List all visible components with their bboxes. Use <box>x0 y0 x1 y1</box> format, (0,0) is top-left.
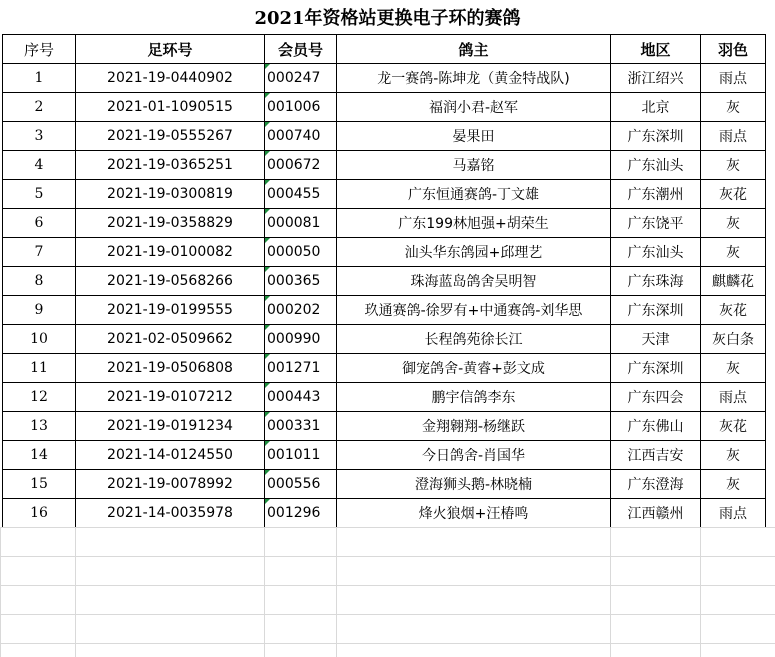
member-cell[interactable] <box>265 325 337 354</box>
header-member[interactable]: 会员号 <box>265 35 337 64</box>
table-row <box>3 122 766 151</box>
member-cell[interactable] <box>265 470 337 499</box>
color-value: 灰花 <box>719 303 747 319</box>
region-value: 广东珠海 <box>627 274 684 290</box>
seq-value: 15 <box>30 476 48 492</box>
color-cell[interactable] <box>701 151 766 180</box>
region-value: 江西赣州 <box>627 506 684 522</box>
table-row <box>3 151 766 180</box>
color-cell[interactable] <box>701 180 766 209</box>
region-value: 广东深圳 <box>627 129 684 145</box>
grid-line <box>0 527 1 657</box>
color-value: 灰 <box>726 477 740 493</box>
seq-value: 2 <box>34 99 44 115</box>
owner-value: 龙一赛鸽-陈坤龙（黄金特战队) <box>377 71 570 87</box>
pigeon-table <box>2 34 766 528</box>
header-color[interactable]: 羽色 <box>701 35 766 64</box>
member-cell[interactable] <box>265 238 337 267</box>
owner-cell[interactable] <box>337 151 611 180</box>
region-value: 广东饶平 <box>627 216 684 232</box>
owner-cell[interactable] <box>337 296 611 325</box>
ring-value: 2021-19-0191234 <box>107 418 233 434</box>
member-value: 000455 <box>267 186 321 202</box>
table-row <box>3 296 766 325</box>
owner-cell[interactable] <box>337 267 611 296</box>
grid-line <box>75 527 76 657</box>
table-row <box>3 325 766 354</box>
region-value: 广东潮州 <box>627 187 684 203</box>
member-value: 000081 <box>267 215 321 231</box>
member-value: 000202 <box>267 302 321 318</box>
color-cell[interactable] <box>701 354 766 383</box>
owner-value: 晏果田 <box>452 129 495 145</box>
owner-cell[interactable] <box>337 122 611 151</box>
owner-value: 金翔翱翔-杨继跃 <box>421 419 526 435</box>
table-row <box>3 238 766 267</box>
color-cell[interactable] <box>701 499 766 528</box>
seq-value: 7 <box>34 244 44 260</box>
ring-value: 2021-19-0555267 <box>107 128 233 144</box>
seq-value: 14 <box>30 447 48 463</box>
member-cell[interactable] <box>265 209 337 238</box>
region-cell[interactable] <box>611 267 701 296</box>
member-value: 000443 <box>267 389 321 405</box>
member-cell[interactable] <box>265 93 337 122</box>
ring-value: 2021-19-0078992 <box>107 476 233 492</box>
region-cell[interactable] <box>611 64 701 93</box>
seq-value: 6 <box>34 215 44 231</box>
member-cell[interactable] <box>265 180 337 209</box>
owner-cell[interactable] <box>337 499 611 528</box>
ring-value: 2021-19-0107212 <box>107 389 233 405</box>
color-value: 灰 <box>726 245 740 261</box>
number-as-text-indicator-icon <box>265 180 270 185</box>
seq-cell[interactable] <box>3 180 76 209</box>
owner-value: 广东199林旭强+胡荣生 <box>398 216 549 232</box>
owner-value: 福润小君-赵军 <box>428 100 519 116</box>
region-value: 广东汕头 <box>627 158 684 174</box>
seq-cell[interactable] <box>3 93 76 122</box>
region-cell[interactable] <box>611 325 701 354</box>
grid-line <box>0 614 775 615</box>
seq-cell[interactable] <box>3 325 76 354</box>
color-value: 雨点 <box>719 506 747 522</box>
member-cell[interactable] <box>265 383 337 412</box>
number-as-text-indicator-icon <box>265 151 270 156</box>
ring-value: 2021-14-0124550 <box>107 447 233 463</box>
member-value: 000556 <box>267 476 321 492</box>
seq-cell[interactable] <box>3 441 76 470</box>
header-region[interactable]: 地区 <box>611 35 701 64</box>
ring-value: 2021-01-1090515 <box>107 99 233 115</box>
member-value: 000050 <box>267 244 321 260</box>
seq-value: 13 <box>30 418 48 434</box>
region-value: 广东汕头 <box>627 245 684 261</box>
owner-value: 御宠鸽舍-黄睿+彭文成 <box>402 361 545 377</box>
color-value: 雨点 <box>719 71 747 87</box>
ring-cell[interactable] <box>76 151 265 180</box>
grid-line <box>610 527 611 657</box>
member-cell[interactable] <box>265 354 337 383</box>
number-as-text-indicator-icon <box>265 412 270 417</box>
owner-value: 烽火狼烟+汪椿鸣 <box>418 506 529 522</box>
seq-cell[interactable] <box>3 209 76 238</box>
member-cell[interactable] <box>265 296 337 325</box>
seq-cell[interactable] <box>3 122 76 151</box>
member-value: 000672 <box>267 157 321 173</box>
number-as-text-indicator-icon <box>265 267 270 272</box>
number-as-text-indicator-icon <box>265 325 270 330</box>
ring-cell[interactable] <box>76 441 265 470</box>
grid-line <box>0 556 775 557</box>
owner-value: 澄海狮头鹅-林晓楠 <box>414 477 533 493</box>
color-value: 灰 <box>726 100 740 116</box>
number-as-text-indicator-icon <box>265 499 270 504</box>
seq-value: 10 <box>30 331 48 347</box>
owner-cell[interactable] <box>337 93 611 122</box>
member-value: 000247 <box>267 70 321 86</box>
color-cell[interactable] <box>701 296 766 325</box>
seq-value: 5 <box>34 186 44 202</box>
member-cell[interactable] <box>265 267 337 296</box>
table-row <box>3 64 766 93</box>
seq-cell[interactable] <box>3 499 76 528</box>
member-value: 000331 <box>267 418 321 434</box>
region-cell[interactable] <box>611 93 701 122</box>
region-value: 浙江绍兴 <box>627 71 684 87</box>
owner-cell[interactable] <box>337 383 611 412</box>
number-as-text-indicator-icon <box>265 470 270 475</box>
color-value: 灰花 <box>719 187 747 203</box>
ring-cell[interactable] <box>76 412 265 441</box>
color-cell[interactable] <box>701 383 766 412</box>
region-value: 广东澄海 <box>627 477 684 493</box>
color-cell[interactable] <box>701 325 766 354</box>
member-value: 001271 <box>267 360 321 376</box>
ring-value: 2021-14-0035978 <box>107 505 233 521</box>
table-row <box>3 209 766 238</box>
table-row <box>3 470 766 499</box>
owner-cell[interactable] <box>337 209 611 238</box>
seq-cell[interactable] <box>3 296 76 325</box>
number-as-text-indicator-icon <box>265 296 270 301</box>
color-value: 雨点 <box>719 390 747 406</box>
color-cell[interactable] <box>701 122 766 151</box>
owner-cell[interactable] <box>337 64 611 93</box>
color-cell[interactable] <box>701 441 766 470</box>
seq-cell[interactable] <box>3 412 76 441</box>
member-value: 000990 <box>267 331 321 347</box>
ring-cell[interactable] <box>76 383 265 412</box>
region-cell[interactable] <box>611 412 701 441</box>
grid-line <box>264 527 265 657</box>
color-value: 灰 <box>726 448 740 464</box>
seq-cell[interactable] <box>3 64 76 93</box>
color-value: 灰白条 <box>712 332 754 348</box>
ring-cell[interactable] <box>76 296 265 325</box>
grid-line <box>0 643 775 644</box>
number-as-text-indicator-icon <box>265 93 270 98</box>
ring-value: 2021-19-0440902 <box>107 70 233 86</box>
member-cell[interactable] <box>265 412 337 441</box>
member-value: 001006 <box>267 99 321 115</box>
number-as-text-indicator-icon <box>265 441 270 446</box>
owner-value: 长程鸽苑徐长江 <box>424 332 523 348</box>
sheet-title[interactable]: 2021年资格站更换电子环的赛鸽 <box>254 8 521 29</box>
ring-cell[interactable] <box>76 209 265 238</box>
region-value: 江西吉安 <box>627 448 684 464</box>
member-value: 001011 <box>267 447 321 463</box>
number-as-text-indicator-icon <box>265 383 270 388</box>
ring-cell[interactable] <box>76 180 265 209</box>
region-cell[interactable] <box>611 180 701 209</box>
seq-value: 16 <box>30 505 48 521</box>
owner-value: 汕头华东鸽园+邱理艺 <box>404 245 543 261</box>
region-cell[interactable] <box>611 122 701 151</box>
table-row <box>3 383 766 412</box>
region-cell[interactable] <box>611 470 701 499</box>
color-value: 灰 <box>726 216 740 232</box>
region-value: 广东佛山 <box>627 419 684 435</box>
header-ring[interactable]: 足环号 <box>76 35 265 64</box>
member-cell[interactable] <box>265 441 337 470</box>
ring-cell[interactable] <box>76 238 265 267</box>
member-cell[interactable] <box>265 151 337 180</box>
region-cell[interactable] <box>611 238 701 267</box>
header-seq[interactable]: 序号 <box>3 35 76 64</box>
region-value: 广东四会 <box>627 390 684 406</box>
owner-cell[interactable] <box>337 441 611 470</box>
owner-cell[interactable] <box>337 238 611 267</box>
number-as-text-indicator-icon <box>265 238 270 243</box>
owner-cell[interactable] <box>337 470 611 499</box>
region-value: 天津 <box>641 332 670 348</box>
table-row <box>3 354 766 383</box>
seq-cell[interactable] <box>3 354 76 383</box>
seq-value: 12 <box>30 389 48 405</box>
header-owner[interactable]: 鸽主 <box>337 35 611 64</box>
owner-value: 今日鸽舍-肖国华 <box>421 448 526 464</box>
region-cell[interactable] <box>611 441 701 470</box>
region-value: 广东深圳 <box>627 361 684 377</box>
member-value: 000740 <box>267 128 321 144</box>
color-value: 灰 <box>726 158 740 174</box>
ring-value: 2021-19-0300819 <box>107 186 233 202</box>
member-cell[interactable] <box>265 122 337 151</box>
seq-value: 4 <box>34 157 44 173</box>
number-as-text-indicator-icon <box>265 209 270 214</box>
seq-cell[interactable] <box>3 151 76 180</box>
seq-value: 8 <box>34 273 44 289</box>
ring-cell[interactable] <box>76 122 265 151</box>
region-cell[interactable] <box>611 383 701 412</box>
owner-value: 马嘉铭 <box>452 158 495 174</box>
member-cell[interactable] <box>265 64 337 93</box>
member-value: 000365 <box>267 273 321 289</box>
number-as-text-indicator-icon <box>265 354 270 359</box>
table-row <box>3 180 766 209</box>
color-value: 雨点 <box>719 129 747 145</box>
table-row <box>3 499 766 528</box>
color-cell[interactable] <box>701 238 766 267</box>
owner-cell[interactable] <box>337 354 611 383</box>
ring-value: 2021-19-0100082 <box>107 244 233 260</box>
owner-value: 珠海蓝岛鸽舍吴明智 <box>410 274 537 290</box>
seq-cell[interactable] <box>3 267 76 296</box>
color-cell[interactable] <box>701 470 766 499</box>
number-as-text-indicator-icon <box>265 122 270 127</box>
header-row <box>3 35 766 64</box>
table-row <box>3 93 766 122</box>
seq-value: 3 <box>34 128 44 144</box>
seq-value: 1 <box>34 70 44 86</box>
ring-cell[interactable] <box>76 470 265 499</box>
member-value: 001296 <box>267 505 321 521</box>
empty-grid-area[interactable] <box>0 527 775 657</box>
color-cell[interactable] <box>701 209 766 238</box>
ring-cell[interactable] <box>76 93 265 122</box>
table-row <box>3 412 766 441</box>
region-cell[interactable] <box>611 151 701 180</box>
owner-cell[interactable] <box>337 412 611 441</box>
color-cell[interactable] <box>701 412 766 441</box>
region-value: 北京 <box>641 100 670 116</box>
seq-cell[interactable] <box>3 238 76 267</box>
seq-cell[interactable] <box>3 470 76 499</box>
seq-cell[interactable] <box>3 383 76 412</box>
grid-line <box>700 527 701 657</box>
owner-value: 玖通赛鸽-徐罗有+中通赛鸽-刘华思 <box>364 303 583 319</box>
number-as-text-indicator-icon <box>265 64 270 69</box>
ring-value: 2021-19-0365251 <box>107 157 233 173</box>
table-row <box>3 441 766 470</box>
region-cell[interactable] <box>611 499 701 528</box>
grid-line <box>0 527 775 528</box>
ring-cell[interactable] <box>76 267 265 296</box>
ring-value: 2021-19-0506808 <box>107 360 233 376</box>
owner-value: 广东恒通赛鸽-丁文雄 <box>407 187 540 203</box>
ring-cell[interactable] <box>76 499 265 528</box>
color-cell[interactable] <box>701 64 766 93</box>
owner-cell[interactable] <box>337 325 611 354</box>
ring-value: 2021-19-0358829 <box>107 215 233 231</box>
seq-value: 9 <box>34 302 44 318</box>
ring-value: 2021-19-0568266 <box>107 273 233 289</box>
color-value: 灰花 <box>719 419 747 435</box>
seq-value: 11 <box>30 360 48 376</box>
owner-value: 鹏宇信鸽李东 <box>431 390 516 406</box>
ring-value: 2021-02-0509662 <box>107 331 233 347</box>
region-value: 广东深圳 <box>627 303 684 319</box>
owner-cell[interactable] <box>337 180 611 209</box>
ring-cell[interactable] <box>76 64 265 93</box>
table-row <box>3 267 766 296</box>
ring-cell[interactable] <box>76 325 265 354</box>
grid-line <box>0 585 775 586</box>
member-cell[interactable] <box>265 499 337 528</box>
region-cell[interactable] <box>611 209 701 238</box>
region-cell[interactable] <box>611 296 701 325</box>
grid-line <box>336 527 337 657</box>
color-value: 灰 <box>726 361 740 377</box>
color-cell[interactable] <box>701 93 766 122</box>
color-value: 麒麟花 <box>712 274 754 290</box>
ring-cell[interactable] <box>76 354 265 383</box>
region-cell[interactable] <box>611 354 701 383</box>
color-cell[interactable] <box>701 267 766 296</box>
ring-value: 2021-19-0199555 <box>107 302 233 318</box>
